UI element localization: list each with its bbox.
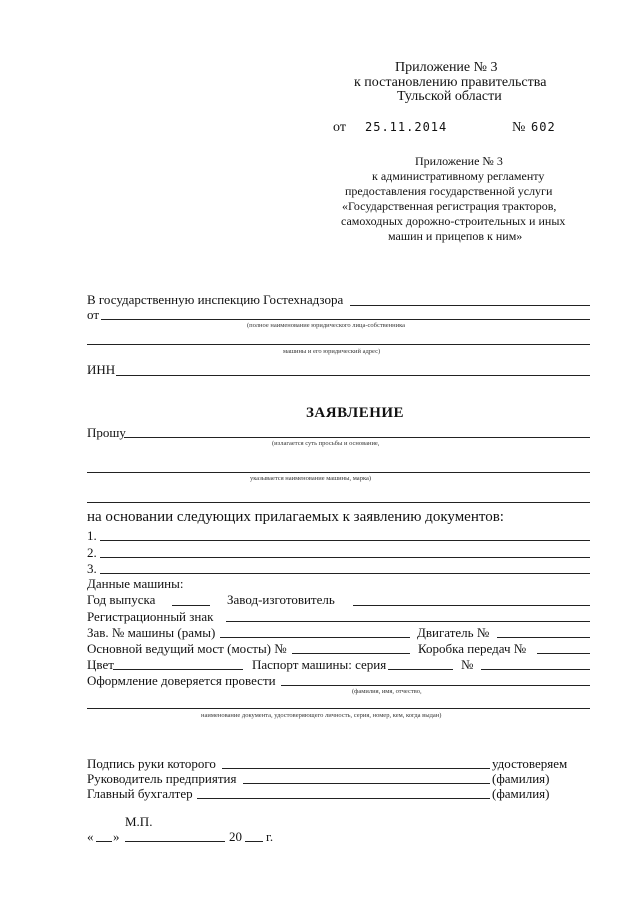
extra-request-line[interactable] [87,502,590,503]
engine-line[interactable] [497,637,590,638]
appendix2-line4: «Государственная регистрация тракторов, [342,199,557,213]
date-day-line[interactable] [96,841,112,842]
engine-label: Двигатель № [417,625,490,640]
gearbox-label: Коробка передач № [418,641,527,656]
signature-of-label: Подпись руки которого [87,756,216,771]
date-close-quote: » [113,829,120,844]
signature-of-line[interactable] [222,768,490,769]
inspection-label: В государственную инспекцию Гостехнадзора [87,292,344,307]
trusted-label: Оформление доверяется провести [87,673,276,688]
resolution-number-label: № [512,120,526,135]
director-label: Руководитель предприятия [87,771,237,786]
reg-sign-line[interactable] [226,621,590,622]
accountant-hint: (фамилия) [492,786,550,801]
drive-axle-label: Основной ведущий мост (мосты) № [87,641,287,656]
passport-series-line[interactable] [388,669,453,670]
date-year-line[interactable] [245,841,263,842]
year-line[interactable] [172,605,210,606]
passport-number-line[interactable] [481,669,590,670]
manufacturer-line[interactable] [353,605,590,606]
color-line[interactable] [113,669,243,670]
gearbox-line[interactable] [537,653,590,654]
date-year-suffix: г. [266,829,274,844]
accountant-line[interactable] [197,798,490,799]
frame-no-label: Зав. № машины (рамы) [87,625,216,640]
trusted-line[interactable] [281,685,590,686]
resolution-number: 602 [531,120,556,134]
appendix2-line6: машин и прицепов к ним» [388,229,523,243]
date-month-line[interactable] [125,841,225,842]
appendix2-line5: самоходных дорожно-строительных и иных [341,214,566,228]
owner-address-hint: машины и его юридический адрес) [283,348,381,355]
owner-hint: (полное наименование юридического лица-собственника [247,322,406,329]
inn-label: ИНН [87,362,116,377]
document-item-3-line[interactable] [100,573,590,574]
appendix2-line3: предоставления государственной услуги [345,184,553,198]
document-item-3-label: 3. [87,561,97,576]
machine-heading: Данные машины: [87,576,184,591]
accountant-label: Главный бухгалтер [87,786,193,801]
resolution-date: 25.11.2014 [365,120,448,134]
machine-name-line[interactable] [87,472,590,473]
director-hint: (фамилия) [492,771,550,786]
trusted-hint: (фамилия, имя, отчество, [352,688,422,695]
reg-sign-label: Регистрационный знак [87,609,214,624]
owner-line[interactable] [101,319,590,320]
date-open-quote: « [87,829,94,844]
trusted-document-line[interactable] [87,708,590,709]
drive-axle-line[interactable] [292,653,410,654]
appendix-subtitle: к постановлению правительства [354,75,547,90]
document-item-1-label: 1. [87,528,97,543]
inn-line[interactable] [116,375,590,376]
from-label: от [87,307,100,322]
certify-label: удостоверяем [492,756,568,771]
documents-heading: на основании следующих прилагаемых к заявлению документов: [87,509,504,525]
machine-name-hint: указывается наименование машины, марка) [250,475,372,482]
color-label: Цвет [87,657,114,672]
document-item-2-line[interactable] [100,557,590,558]
trusted-document-hint: наименование документа, удостоверяющего личность, серия, номер, кем, когда выдан) [201,712,442,719]
passport-series-label: Паспорт машины: серия [252,657,387,672]
director-line[interactable] [243,783,490,784]
resolution-date-label: от [333,120,346,135]
date-year-prefix: 20 [229,829,242,844]
document-title: ЗАЯВЛЕНИЕ [306,405,405,421]
owner-address-line[interactable] [87,344,590,345]
request-hint: (излагается суть просьбы и основание, [272,440,380,447]
passport-number-label: № [461,657,474,672]
appendix2-line2: к административному регламенту [372,169,545,183]
inspection-line[interactable] [350,305,590,306]
appendix-title: Приложение № 3 [395,60,498,75]
document-item-2-label: 2. [87,545,97,560]
frame-no-line[interactable] [220,637,410,638]
request-label: Прошу [87,425,126,440]
appendix2-title: Приложение № 3 [415,154,503,168]
appendix-region: Тульской области [397,89,502,104]
manufacturer-label: Завод-изготовитель [227,592,335,607]
year-label: Год выпуска [87,592,156,607]
request-line[interactable] [124,437,590,438]
document-item-1-line[interactable] [100,540,590,541]
stamp-label: М.П. [125,814,153,829]
